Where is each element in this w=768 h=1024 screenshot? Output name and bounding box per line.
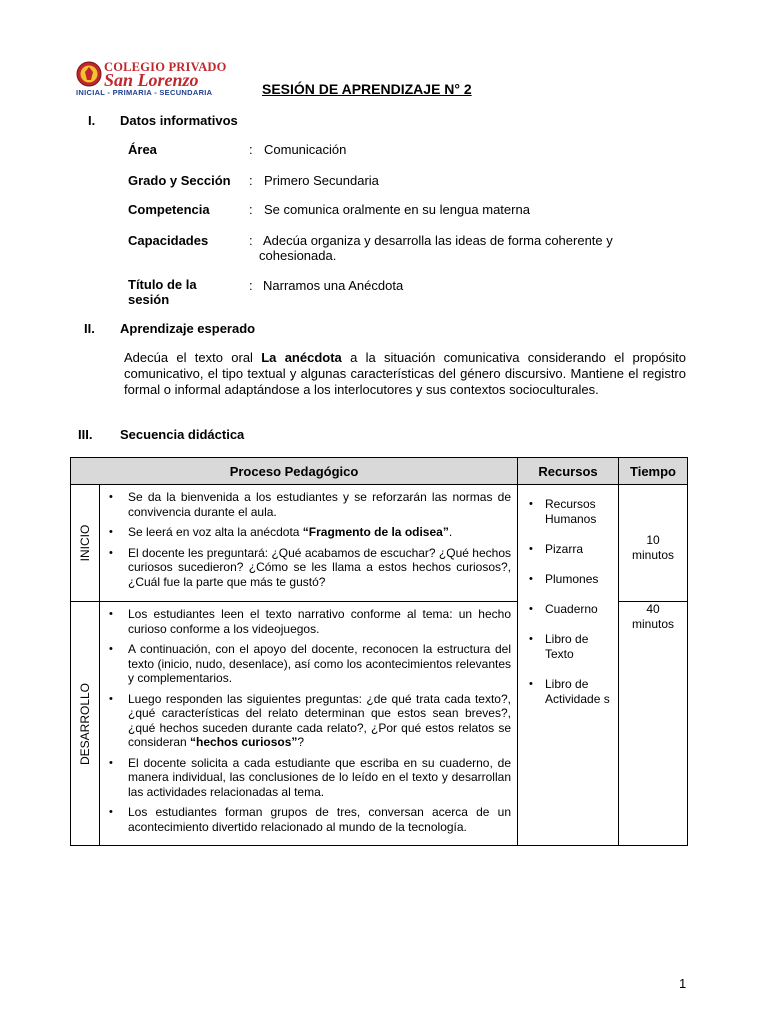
header-tiempo: Tiempo	[619, 458, 688, 485]
section-2-title: Aprendizaje esperado	[120, 321, 256, 336]
page-title: SESIÓN DE APRENDIZAJE N° 2	[262, 81, 472, 97]
desarrollo-time: 40 minutos	[631, 602, 675, 631]
grado-value: Primero Secundaria	[264, 173, 379, 188]
stage-inicio-cell	[71, 485, 100, 602]
recurso-item: • Cuaderno	[545, 602, 614, 617]
school-logo	[74, 60, 234, 100]
capacidades-value: Adecúa organiza y desarrolla las ideas de forma coherente y	[263, 233, 613, 248]
desarrollo-time-cell	[619, 602, 688, 846]
logo-line-1: COLEGIO PRIVADO	[104, 60, 227, 74]
colon: :	[249, 233, 253, 248]
colon: :	[249, 278, 253, 293]
inicio-time: 10 minutos	[631, 533, 675, 562]
area-value: Comunicación	[264, 142, 347, 157]
colon: :	[249, 142, 253, 157]
aprendizaje-paragraph: Adecúa el texto oral La anécdota a la situación comunicativa considerando el propósito comunicativo, el tipo textual y algunas características del género discursivo. Mantiene el registro formal o informal adaptándose a los interlocutores y sus contextos socioculturales.	[124, 350, 686, 397]
section-1-number: I.	[88, 113, 96, 128]
crest-icon	[76, 60, 102, 88]
list-item: • Luego responden las siguientes preguntas: ¿de qué trata cada texto?, ¿qué características del relato determinan que estos sean breves?, ¿qué hechos suceden durante cada relato?, ¿Por qué estos relatos se consideran “hechos curiosos”?	[128, 692, 511, 750]
header-recursos: Recursos	[518, 458, 619, 485]
capacidades-label: Capacidades	[128, 233, 209, 248]
list-item: • Se da la bienvenida a los estudiantes y se reforzarán las normas de convivencia durante el aula.	[128, 490, 511, 519]
stage-inicio-label: INICIO	[78, 524, 92, 562]
colon: :	[249, 202, 253, 217]
secuencia-table	[70, 457, 688, 846]
list-item: • El docente solicita a cada estudiante que escriba en su cuaderno, de manera individual, las conclusiones de lo leído en el texto y desarrollan las actividades relacionadas al tema.	[128, 756, 511, 800]
inicio-time-cell	[619, 485, 688, 602]
section-1-title: Datos informativos	[120, 113, 238, 128]
section-3-title: Secuencia didáctica	[120, 427, 245, 442]
colon: :	[249, 173, 253, 188]
desarrollo-activities	[100, 602, 518, 846]
recurso-item: • Recursos Humanos	[545, 497, 614, 527]
table-row-inicio	[71, 485, 688, 602]
list-item: • El docente les preguntará: ¿Qué acabamos de escuchar? ¿Qué hechos curiosos sucedieron? ¿Cómo se les llama a estos hechos curiosos?, ¿Cuál fue la parte que más te gustó?	[128, 546, 511, 590]
recurso-item: • Libro de Texto	[545, 632, 614, 662]
logo-line-2: San Lorenzo	[104, 70, 199, 90]
titulo-label: Título de la sesión	[128, 277, 197, 307]
stage-desarrollo-cell	[71, 602, 100, 846]
stage-desarrollo-label: DESARROLLO	[78, 682, 92, 765]
logo-line-3: INICIAL - PRIMARIA - SECUNDARIA	[76, 88, 213, 97]
table-header-row	[71, 458, 688, 485]
recurso-item: • Plumones	[545, 572, 614, 587]
list-item: • Se leerá en voz alta la anécdota “Fragmento de la odisea”.	[128, 525, 511, 540]
recurso-item: • Libro de Actividade s	[545, 677, 614, 707]
grado-label: Grado y Sección	[128, 173, 231, 188]
header-proceso: Proceso Pedagógico	[71, 458, 518, 485]
list-item: • A continuación, con el apoyo del docente, reconocen la estructura del texto (inicio, nudo, desenlace), así como los acontecimientos relevantes y complementarios.	[128, 642, 511, 686]
list-item: • Los estudiantes forman grupos de tres, conversan acerca de un acontecimiento divertido relacionado al mundo de la tecnología.	[128, 805, 511, 834]
section-3-number: III.	[78, 427, 93, 442]
recurso-item: • Pizarra	[545, 542, 614, 557]
page-number: 1	[679, 976, 687, 991]
list-item: • Los estudiantes leen el texto narrativo conforme al tema: un hecho curioso conforme a los videojuegos.	[128, 607, 511, 636]
inicio-activities	[100, 485, 518, 602]
competencia-label: Competencia	[128, 202, 210, 217]
section-2-number: II.	[84, 321, 95, 336]
titulo-value: Narramos una Anécdota	[263, 278, 404, 293]
area-label: Área	[128, 142, 157, 157]
recursos-cell	[518, 485, 619, 846]
competencia-value: Se comunica oralmente en su lengua materna	[264, 202, 530, 217]
capacidades-value-line2: cohesionada.	[259, 248, 337, 263]
